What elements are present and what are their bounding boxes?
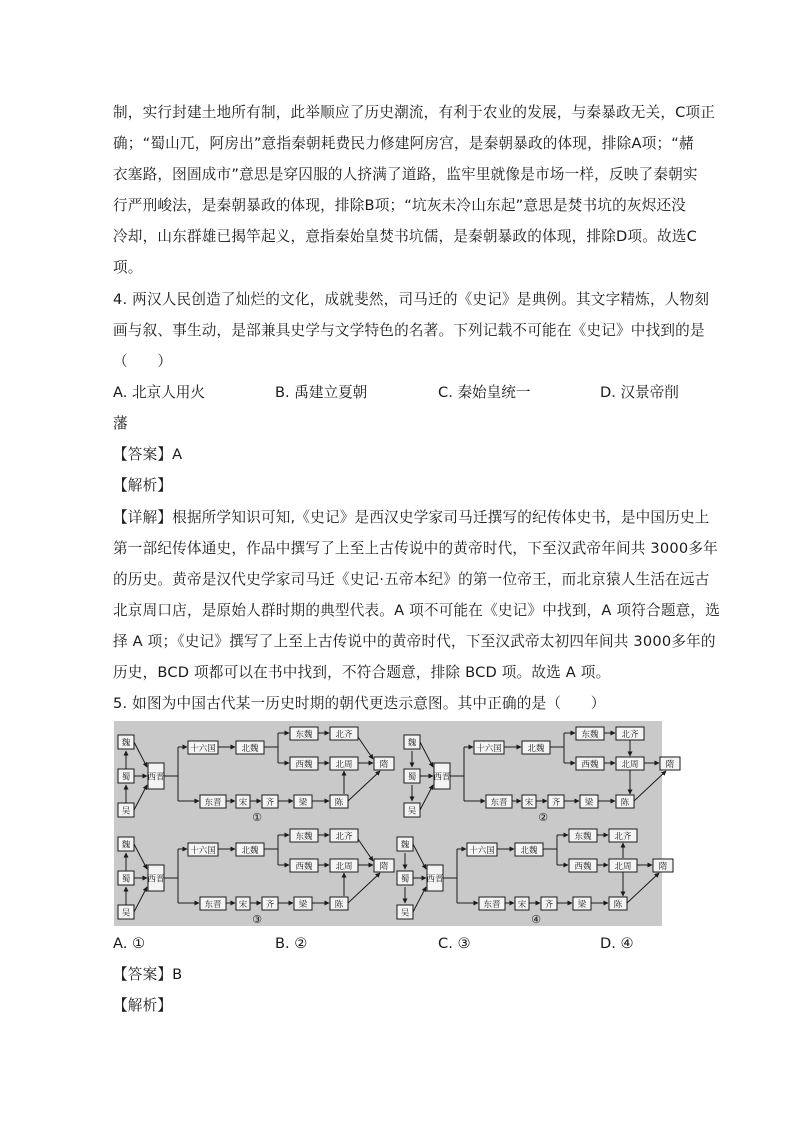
q4-option-c: C. 秦始皇统一 [438, 384, 531, 401]
question-4-stem: 4. 两汉人民创造了灿烂的文化，成就斐然，司马迁的《史记》是典例。其文字精炼，人物刻 [113, 291, 710, 308]
paragraph-line: 衣塞路，囹圄成市”意思是穿囚服的人挤满了道路，监牢里就像是市场一样，反映了秦朝实 [113, 166, 698, 183]
succession-arrow [358, 737, 373, 759]
dynasty-label-sui: 隋 [379, 862, 389, 872]
q5-option-c: C. ③ [438, 935, 471, 952]
dynasty-succession-diagram [114, 721, 675, 926]
succession-arrow [420, 742, 433, 767]
succession-arrow [634, 771, 666, 801]
succession-arrow [134, 742, 147, 767]
dynasty-label-dongwei: 东魏 [295, 730, 313, 740]
dynasty-label-sui: 隋 [379, 760, 389, 770]
dynasty-label-qi: 齐 [544, 900, 554, 910]
dynasty-label-xijin: 西晋 [147, 874, 165, 885]
diagram-panel-2 [404, 727, 680, 824]
q4-detail-line: 第一部纪传体通史，作品中撰写了上至上古传说中的黄帝时代，下至汉武帝年间共 3000多年 [113, 540, 718, 557]
dynasty-label-liang: 梁 [577, 900, 587, 910]
q4-detail-line: 【详解】根据所学知识可知,《史记》是西汉史学家司马迁撰写的纪传体史书，是中国历史上 [113, 509, 710, 526]
q4-detail-line: 历史，BCD 项都可以在书中找到，不符合题意，排除 BCD 项。故选 A 项。 [113, 664, 611, 681]
dynasty-label-chen: 陈 [613, 900, 623, 910]
dynasty-label-chen: 陈 [620, 798, 630, 808]
dynasty-label-beizhou: 北周 [621, 760, 639, 770]
dynasty-label-wu: 吴 [407, 806, 417, 817]
dynasty-label-wu: 吴 [121, 908, 131, 919]
dynasty-label-wei: 魏 [121, 738, 131, 749]
paragraph-line: 冷却，山东群雄已揭竿起义，意指秦始皇焚书坑儒，是秦朝暴政的体现，排除D项。故选C [113, 228, 697, 245]
dynasty-label-xijin: 西晋 [147, 772, 165, 783]
dynasty-label-xiwei: 西魏 [581, 760, 599, 770]
dynasty-label-wu: 吴 [400, 908, 410, 919]
panel-number-label: ④ [531, 913, 541, 926]
succession-arrow [413, 844, 426, 869]
paragraph-line: 行严刑峻法，是秦朝暴政的体现，排除B项；“坑灰未冷山东起”意思是焚书坑的灰烬还没 [113, 197, 687, 214]
dynasty-label-shu: 蜀 [121, 772, 131, 783]
question-5-stem: 5. 如图为中国古代某一历史时期的朝代更迭示意图。其中正确的是（ ） [113, 695, 606, 712]
q5-analysis-label: 【解析】 [113, 997, 173, 1014]
q5-option-d: D. ④ [600, 935, 634, 952]
succession-arrow [420, 785, 433, 810]
dynasty-label-song: 宋 [238, 900, 248, 910]
q5-option-b: B. ② [275, 935, 308, 952]
dynasty-label-shu: 蜀 [407, 772, 417, 783]
dynasty-label-shu: 蜀 [121, 874, 131, 885]
diagram-panel-1 [118, 727, 394, 824]
succession-arrow [358, 839, 373, 861]
succession-arrow [413, 887, 426, 912]
dynasty-label-wei: 魏 [407, 738, 417, 749]
dynasty-label-beiwei: 北魏 [241, 846, 259, 856]
q4-option-b: B. 禹建立夏朝 [275, 384, 368, 401]
q4-detail-line: 的历史。黄帝是汉代史学家司马迁《史记·五帝本纪》的第一位帝王，而北京猿人生活在远古 [113, 571, 710, 588]
question-4-stem: （ ） [113, 353, 173, 370]
dynasty-label-beiqi: 北齐 [335, 832, 353, 842]
succession-arrow [134, 887, 147, 912]
q5-option-a: A. ① [113, 935, 146, 952]
dynasty-label-dongwei: 东魏 [581, 730, 599, 740]
panel-number-label: ② [538, 811, 548, 824]
diagram-panel-3 [118, 829, 394, 926]
paragraph-line: 确；“蜀山兀，阿房出”意指秦朝耗费民力修建阿房宫，是秦朝暴政的体现，排除A项；“赭 [113, 135, 694, 152]
dynasty-label-xiwei: 西魏 [574, 862, 592, 872]
dynasty-label-shiliuguo: 十六国 [476, 744, 502, 754]
dynasty-label-sui: 隋 [665, 760, 675, 770]
panel-number-label: ③ [252, 913, 262, 926]
dynasty-label-beiwei: 北魏 [241, 744, 259, 754]
dynasty-label-liang: 梁 [584, 798, 594, 808]
dynasty-label-chen: 陈 [334, 798, 344, 808]
dynasty-label-shiliuguo: 十六国 [469, 846, 495, 856]
dynasty-label-chen: 陈 [334, 900, 344, 910]
dynasty-label-beiqi: 北齐 [335, 730, 353, 740]
paragraph-line: 项。 [113, 259, 143, 276]
dynasty-label-xijin: 西晋 [426, 874, 444, 885]
question-4-stem: 画与叙、事生动，是部兼具史学与文学特色的名著。下列记载不可能在《史记》中找到的是 [113, 322, 705, 339]
dynasty-diagram-svg [114, 721, 675, 926]
dynasty-label-liang: 梁 [298, 900, 308, 910]
succession-arrow [627, 873, 659, 903]
dynasty-label-xiwei: 西魏 [295, 760, 313, 770]
q4-option-d: D. 汉景帝削 [600, 384, 679, 401]
dynasty-label-beizhou: 北周 [614, 862, 632, 872]
panel-number-label: ① [252, 811, 262, 824]
dynasty-label-beiqi: 北齐 [621, 730, 639, 740]
dynasty-label-beiwei: 北魏 [520, 846, 538, 856]
dynasty-label-dongjin: 东晋 [204, 900, 222, 910]
dynasty-label-qi: 齐 [551, 798, 561, 808]
q5-answer: 【答案】B [113, 966, 183, 983]
q4-option-d-continued: 藩 [113, 415, 128, 432]
paragraph-line: 制，实行封建土地所有制，此举顺应了历史潮流，有利于农业的发展，与秦暴政无关，C项正 [113, 104, 716, 121]
dynasty-label-dongjin: 东晋 [483, 900, 501, 910]
dynasty-label-beizhou: 北周 [335, 862, 353, 872]
q4-detail-line: 择 A 项；《史记》撰写了上至上古传说中的黄帝时代，下至汉武帝太初四年间共 3000多年的 [113, 633, 716, 650]
dynasty-label-qi: 齐 [265, 900, 275, 910]
diagram-panel-4 [397, 829, 673, 926]
dynasty-label-liang: 梁 [298, 798, 308, 808]
q4-detail-line: 北京周口店，是原始人群时期的典型代表。A 项不可能在《史记》中找到，A 项符合题意，选 [113, 602, 721, 619]
dynasty-label-song: 宋 [524, 798, 534, 808]
dynasty-label-xijin: 西晋 [433, 772, 451, 783]
dynasty-label-dongjin: 东晋 [490, 798, 508, 808]
dynasty-label-beiwei: 北魏 [527, 744, 545, 754]
dynasty-label-shu: 蜀 [400, 874, 410, 885]
dynasty-label-beiqi: 北齐 [614, 832, 632, 842]
succession-arrow [348, 771, 380, 801]
succession-arrow [348, 873, 380, 903]
succession-arrow [134, 844, 147, 869]
q4-analysis-label: 【解析】 [113, 477, 173, 494]
dynasty-label-dongwei: 东魏 [574, 832, 592, 842]
dynasty-label-qi: 齐 [265, 798, 275, 808]
dynasty-label-shiliuguo: 十六国 [190, 846, 216, 856]
succession-arrow [134, 785, 147, 810]
dynasty-label-song: 宋 [517, 900, 527, 910]
dynasty-label-dongwei: 东魏 [295, 832, 313, 842]
q4-option-a: A. 北京人用火 [113, 384, 205, 401]
dynasty-label-sui: 隋 [658, 862, 668, 872]
dynasty-label-dongjin: 东晋 [204, 798, 222, 808]
dynasty-label-beizhou: 北周 [335, 760, 353, 770]
dynasty-label-wei: 魏 [400, 840, 410, 851]
dynasty-label-wu: 吴 [121, 806, 131, 817]
dynasty-label-wei: 魏 [121, 840, 131, 851]
q4-answer: 【答案】A [113, 446, 183, 463]
dynasty-label-xiwei: 西魏 [295, 862, 313, 872]
dynasty-label-song: 宋 [238, 798, 248, 808]
dynasty-label-shiliuguo: 十六国 [190, 744, 216, 754]
